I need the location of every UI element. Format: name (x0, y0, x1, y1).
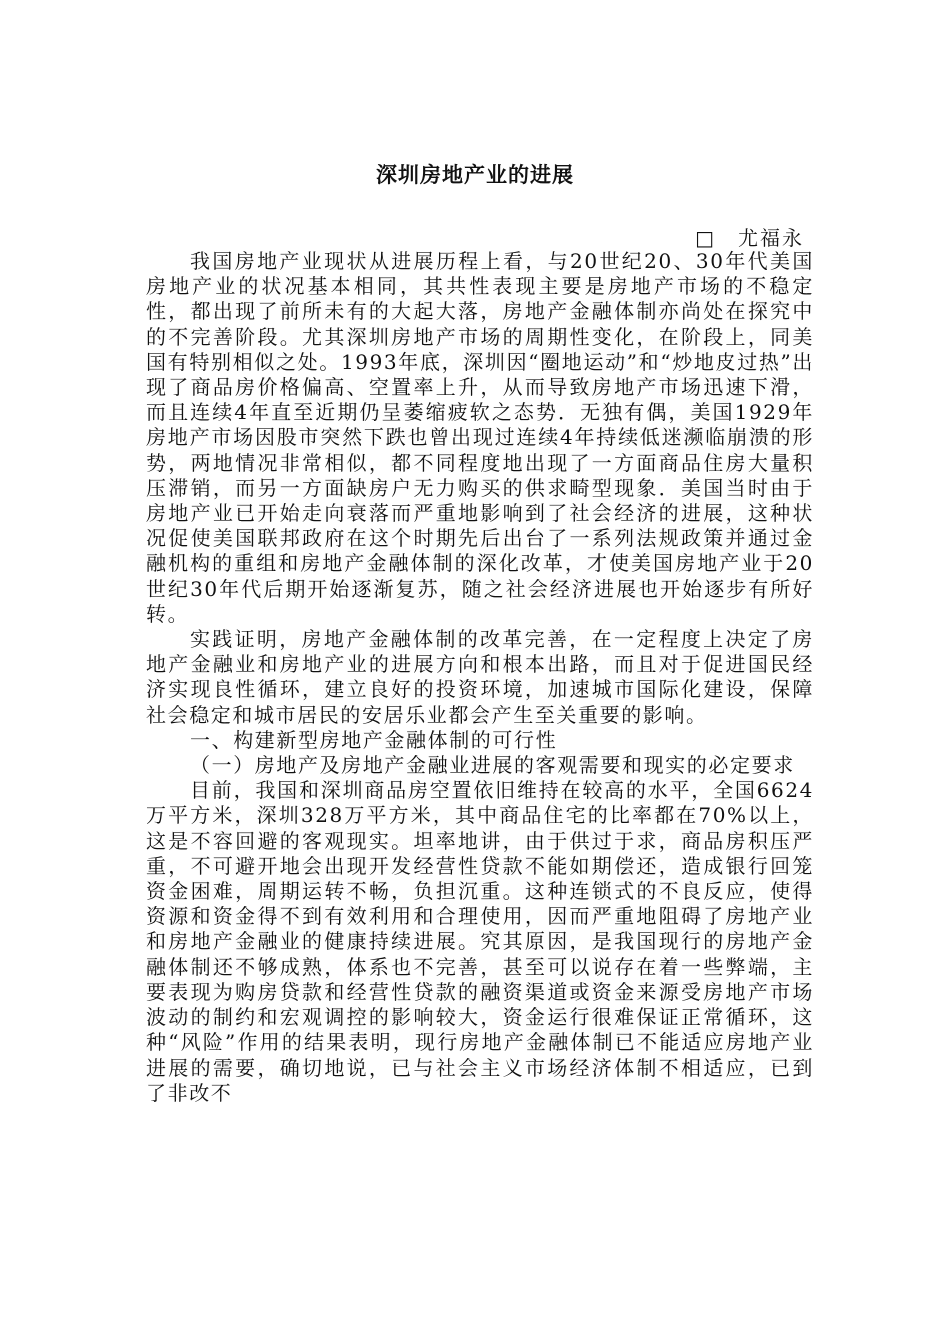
paragraph-intro: 我国房地产业现状从进展历程上看，与20世纪20、30年代美国房地产业的状况基本相同，其共性表现主要是房地产市场的不稳定性，都出现了前所未有的大起大落，房地产金融体制亦尚处在探究中的不完善阶段。尤其深圳房地产市场的周期性变化，在阶段上，同美国有特别相似之处。1993年底，深圳因“圈地运动”和“炒地皮过热”出现了商品房价格偏高、空置率上升，从而导致房地产市场迅速下滑，而且连续4年直至近期仍呈萎缩疲软之态势．无独有偶，美国1929年房地产市场因股市突然下跌也曾出现过连续4年持续低迷濒临崩溃的形势，两地情况非常相似，都不同程度地出现了一方面商品住房大量积压滞销，而另一方面缺房户无力购买的供求畸型现象．美国当时由于房地产业已开始走向衰落而严重地影响到了社会经济的进展，这种状况促使美国联邦政府在这个时期先后出台了一系列法规政策并通过金融机构的重组和房地产金融体制的深化改革，才使美国房地产业于20世纪30年代后期开始逐渐复苏，随之社会经济进展也开始逐步有所好转。 (146, 249, 814, 626)
paragraph-practice: 实践证明，房地产金融体制的改革完善，在一定程度上决定了房地产金融业和房地产业的进展方向和根本出路，而且对于促进国民经济实现良性循环，建立良好的投资环境，加速城市国际化建设，保障社会稳定和城市居民的安居乐业都会产生至关重要的影响。 (146, 627, 814, 727)
article-author: □ 尤福永 (695, 226, 804, 250)
paragraph-current-situation: 目前，我国和深圳商品房空置依旧维持在较高的水平，全国6624万平方米，深圳328万平方米，其中商品住宅的比率都在70%以上，这是不容回避的客观现实。坦率地讲，由于供过于求，商品房积压严重，不可避开地会出现开发经营性贷款不能如期偿还，造成银行回笼资金困难，周期运转不畅，负担沉重。这种连锁式的不良反应，使得资源和资金得不到有效利用和合理使用，因而严重地阻碍了房地产业和房地产金融业的健康持续进展。究其原因，是我国现行的房地产金融体制还不够成熟，体系也不完善，甚至可以说存在着一些弊端，主要表现为购房贷款和经营性贷款的融资渠道或资金来源受房地产市场波动的制约和宏观调控的影响较大，资金运行很难保证正常循环，这种“风险”作用的结果表明，现行房地产金融体制已不能适应房地产业进展的需要，确切地说，已与社会主义市场经济体制不相适应，已到了非改不 (146, 778, 814, 1105)
subsection-heading: （一）房地产及房地产金融业进展的客观需要和现实的必定要求 (190, 753, 795, 778)
article-body (146, 249, 814, 1106)
section-heading: 一、构建新型房地产金融体制的可行性 (190, 727, 558, 752)
article-title: 深圳房地产业的进展 (376, 163, 574, 187)
